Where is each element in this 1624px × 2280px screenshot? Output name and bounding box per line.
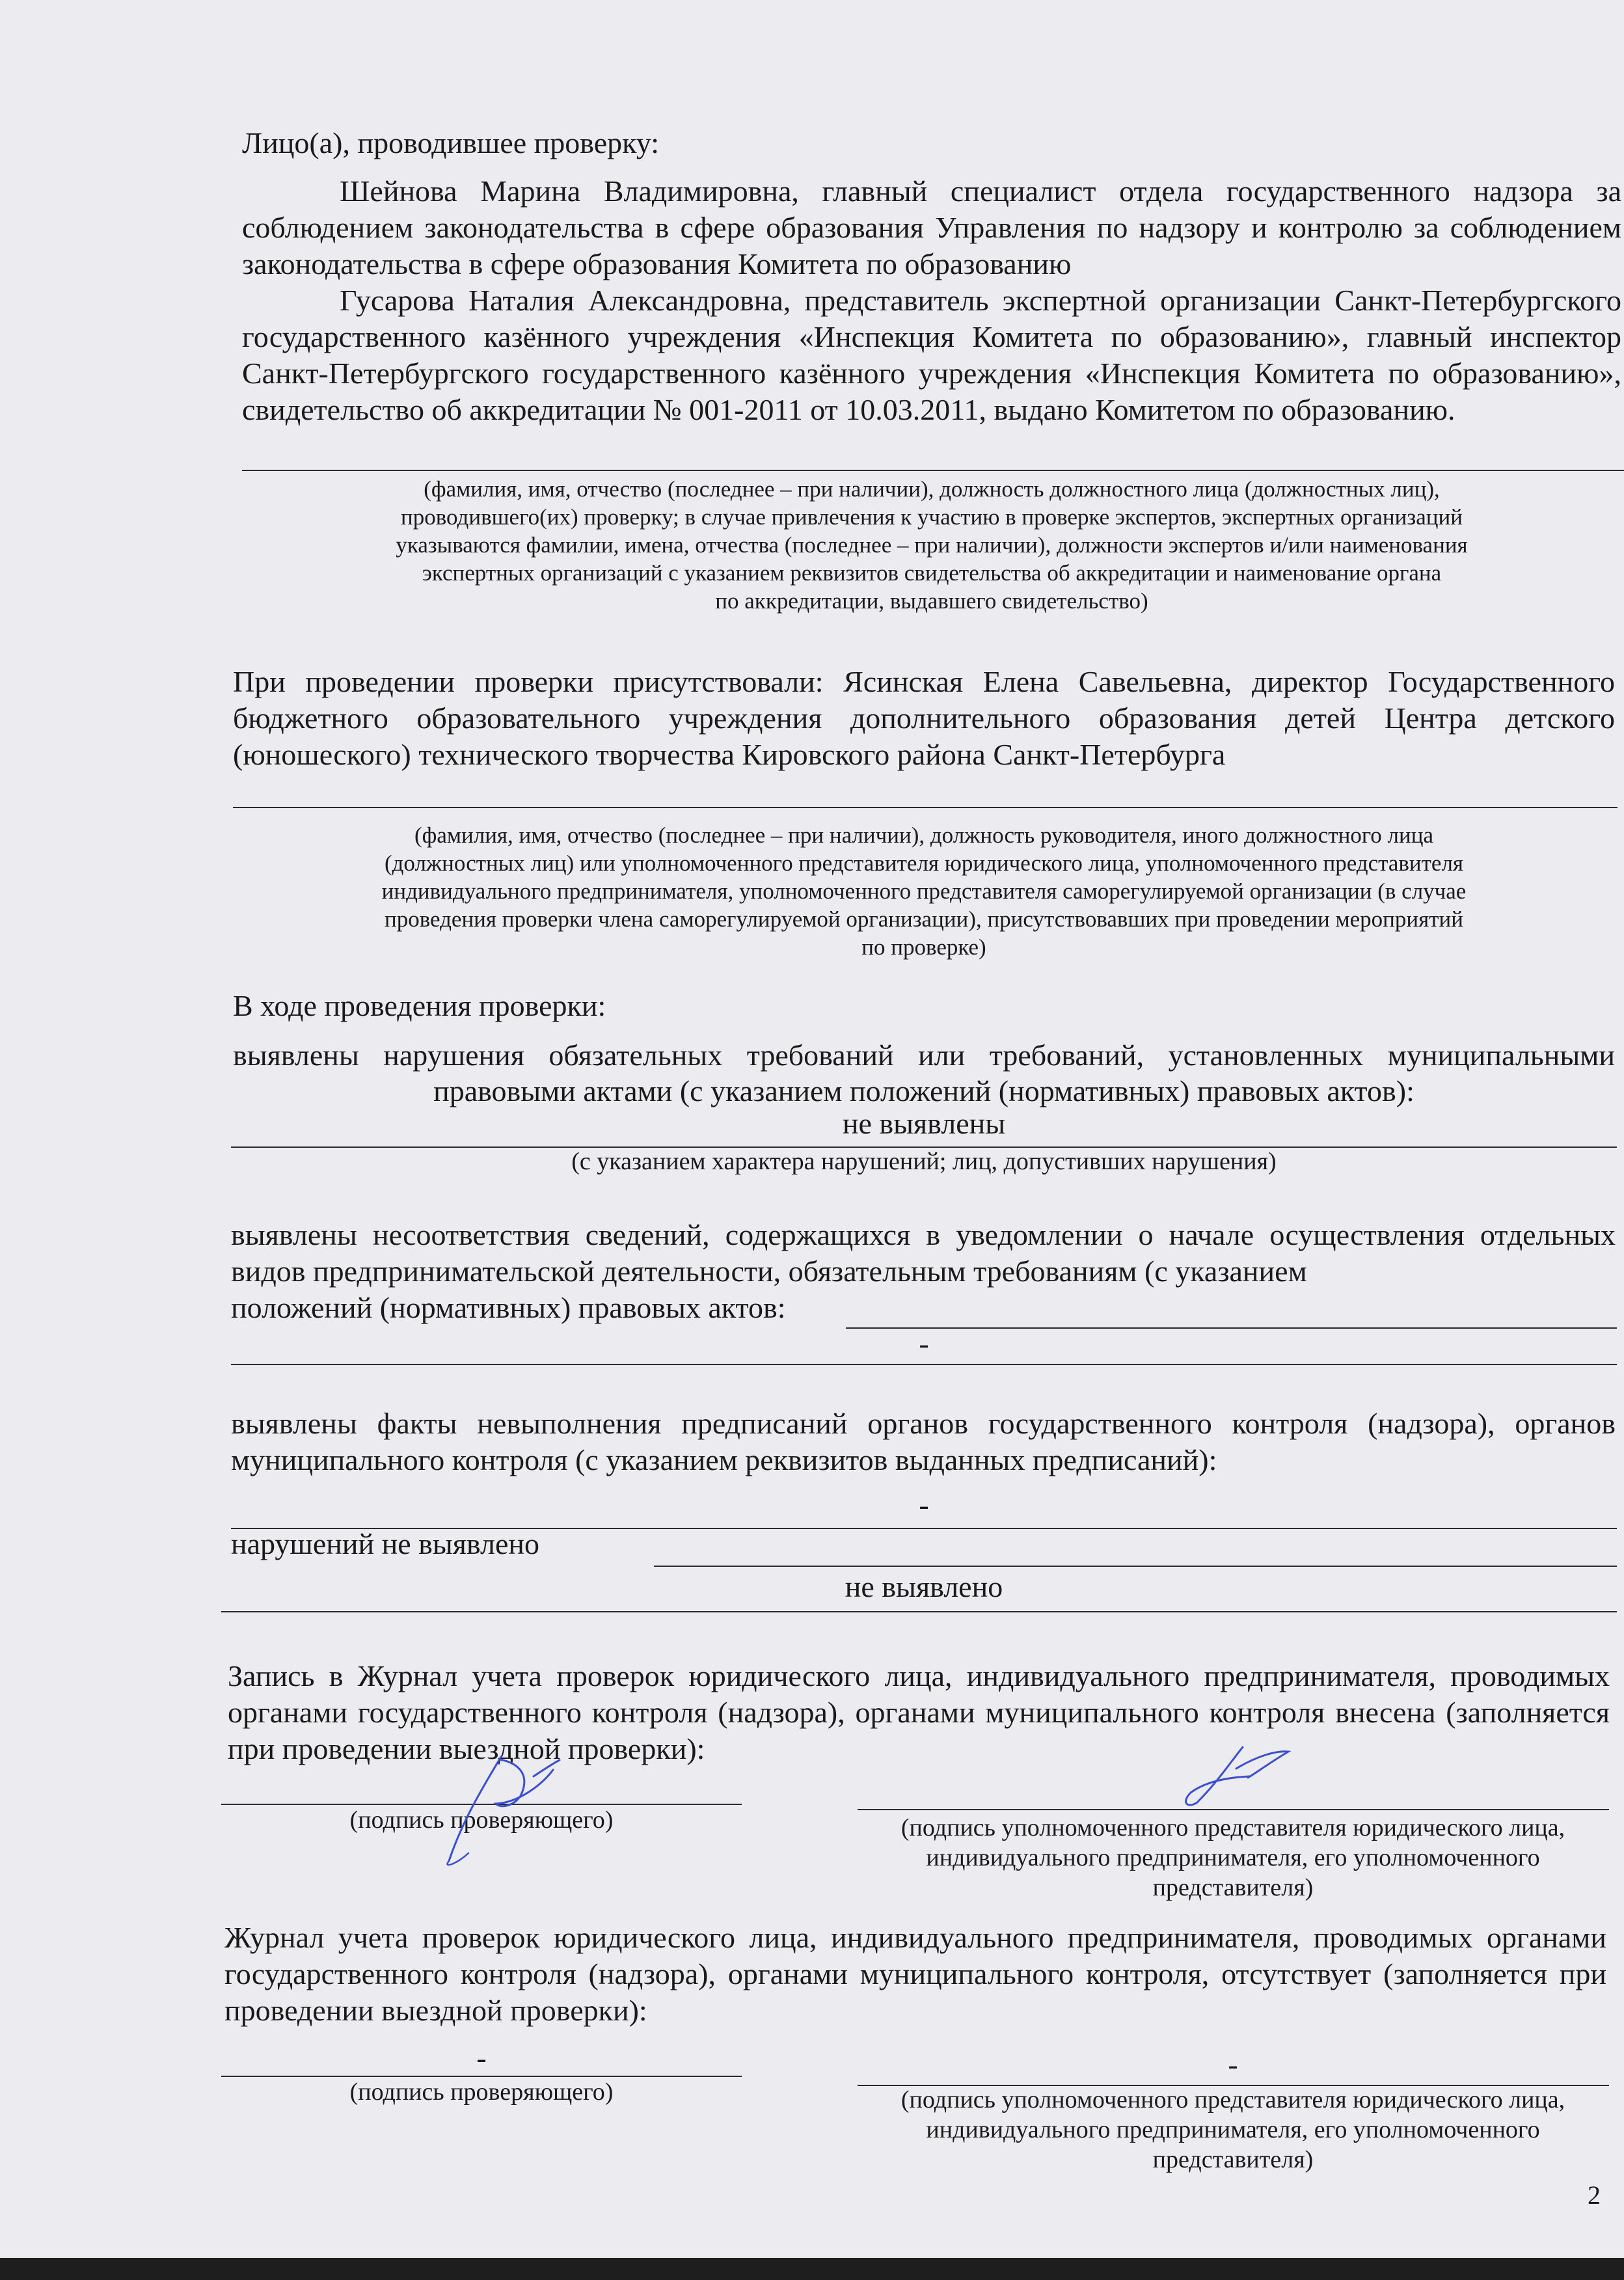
violations-value: не выявлены — [842, 1107, 1006, 1140]
caption-line: по аккредитации, выдавшего свидетельство) — [715, 588, 1148, 614]
violations-text-2: правовыми актами (с указанием положений (нормативных) правовых актов): — [433, 1074, 1414, 1107]
attendees-underline — [233, 807, 1617, 808]
no-violations-underline-2 — [221, 1611, 1617, 1612]
caption-line: по проверке) — [861, 934, 986, 960]
caption-line: проведения проверки члена саморегулируемой организации), присутствовавших при проведении мероприятий — [384, 906, 1463, 932]
journal-absent-inspector-caption: (подпись проверяющего) — [349, 2078, 614, 2106]
caption-line: (подпись уполномоченного представителя юридического лица, — [900, 1814, 1565, 1841]
inspectors-caption — [242, 475, 1621, 615]
caption-line: представителя) — [1152, 2146, 1314, 2173]
caption-line: представителя) — [1152, 1874, 1314, 1901]
caption-line: экспертных организаций с указанием реквизитов свидетельства об аккредитации и наименование органа — [422, 560, 1442, 586]
journal-absent-text: Журнал учета проверок юридического лица, индивидуального предпринимателя, проводимых органами государственного контроля (надзора), органами муниципального контроля, отсутствует (заполняется при проведении выездной проверки): — [224, 1921, 1606, 2027]
page-number: 2 — [1588, 2180, 1601, 2210]
caption-line: указываются фамилии, имена, отчества (последнее – при наличии), должности экспертов и/или наименования — [396, 532, 1468, 558]
orders-value: - — [919, 1488, 929, 1521]
no-violations-underline-1 — [654, 1566, 1617, 1567]
inspector-1-text: Шейнова Марина Владимировна, главный специалист отдела государственного надзора за соблюдением законодательства в сфере образования Управления по надзору и контролю за соблюдением законодательства в сфере образования Комитета по образованию — [242, 174, 1621, 280]
no-violations-label: нарушений не выявлено — [231, 1527, 540, 1560]
attendees-text: При проведении проверки присутствовали: Ясинская Елена Савельевна, директор Государственного бюджетного образовательного учреждения дополнительного образования детей Центра детского (юношеского) технического творчества Кировского района Санкт-Петербурга — [233, 665, 1615, 771]
caption-line: (должностных лиц) или уполномоченного представителя юридического лица, уполномоченного представителя — [384, 850, 1464, 876]
caption-line: (подпись уполномоченного представителя юридического лица, — [900, 2086, 1565, 2113]
inspector-signature-caption: (подпись проверяющего) — [349, 1806, 614, 1834]
journal-entry-text: Запись в Журнал учета проверок юридического лица, индивидуального предпринимателя, проводимых органами государственного контроля (надзора), органами муниципального контроля внесена (заполняется при проведении выездной проверки): — [228, 1659, 1610, 1765]
findings-heading: В ходе проведения проверки: — [233, 989, 606, 1022]
caption-line: индивидуального предпринимателя, его уполномоченного — [926, 2116, 1540, 2143]
inspectors-heading: Лицо(а), проводившее проверку: — [242, 126, 660, 159]
mismatch-text-last: положений (нормативных) правовых актов: — [231, 1291, 786, 1324]
journal-absent-rep-value: - — [1228, 2048, 1238, 2081]
orders-text: выявлены факты невыполнения предписаний органов государственного контроля (надзора), органов муниципального контроля (с указанием реквизитов выданных предписаний): — [231, 1407, 1616, 1476]
caption-line: проводившего(их) проверку; в случае привлечения к участию в проверке экспертов, экспертных организаций — [401, 504, 1463, 530]
violations-text: выявлены нарушения обязательных требований или требований, установленных муниципальными — [233, 1038, 1615, 1072]
scan-border — [0, 2258, 1624, 2280]
caption-line: индивидуального предпринимателя, его уполномоченного — [926, 1844, 1540, 1871]
journal-absent-inspector-line — [221, 2076, 742, 2077]
inspectors-underline — [242, 470, 1624, 471]
caption-line: индивидуального предпринимателя, уполномоченного представителя саморегулируемой организации (в случае — [381, 878, 1467, 904]
caption-line: (фамилия, имя, отчество (последнее – при наличии), должность руководителя, иного должностного лица — [414, 822, 1434, 848]
mismatch-value: - — [919, 1327, 929, 1360]
mismatch-text: выявлены несоответствия сведений, содержащихся в уведомлении о начале осуществления отдельных видов предпринимательской деятельности, обязательным требованиям (с указанием — [231, 1218, 1616, 1288]
journal-absent-rep-caption — [852, 2085, 1614, 2175]
representative-signature — [1171, 1737, 1301, 1815]
representative-signature-caption — [852, 1813, 1614, 1903]
attendees-caption — [233, 821, 1615, 961]
inspector-signature — [423, 1731, 605, 1874]
violations-caption: (с указанием характера нарушений; лиц, допустивших нарушения) — [571, 1148, 1277, 1175]
mismatch-underline-2 — [231, 1364, 1617, 1365]
caption-line: (фамилия, имя, отчество (последнее – при наличии), должность должностного лица (должностных лиц), — [424, 476, 1440, 502]
journal-absent-inspector-value: - — [476, 2041, 487, 2074]
no-violations-value: не выявлено — [845, 1570, 1003, 1603]
inspector-2-text: Гусарова Наталия Александровна, представитель экспертной организации Санкт-Петербургского государственного казённого учреждения «Инспекция Комитета по образованию», главный инспектор Санкт-Петербургского государственного казённого учреждения «Инспекция Комитета по образованию», свидетельство об аккредитации № 001-2011 от 10.03.2011, выдано Комитетом по образованию. — [242, 284, 1621, 426]
